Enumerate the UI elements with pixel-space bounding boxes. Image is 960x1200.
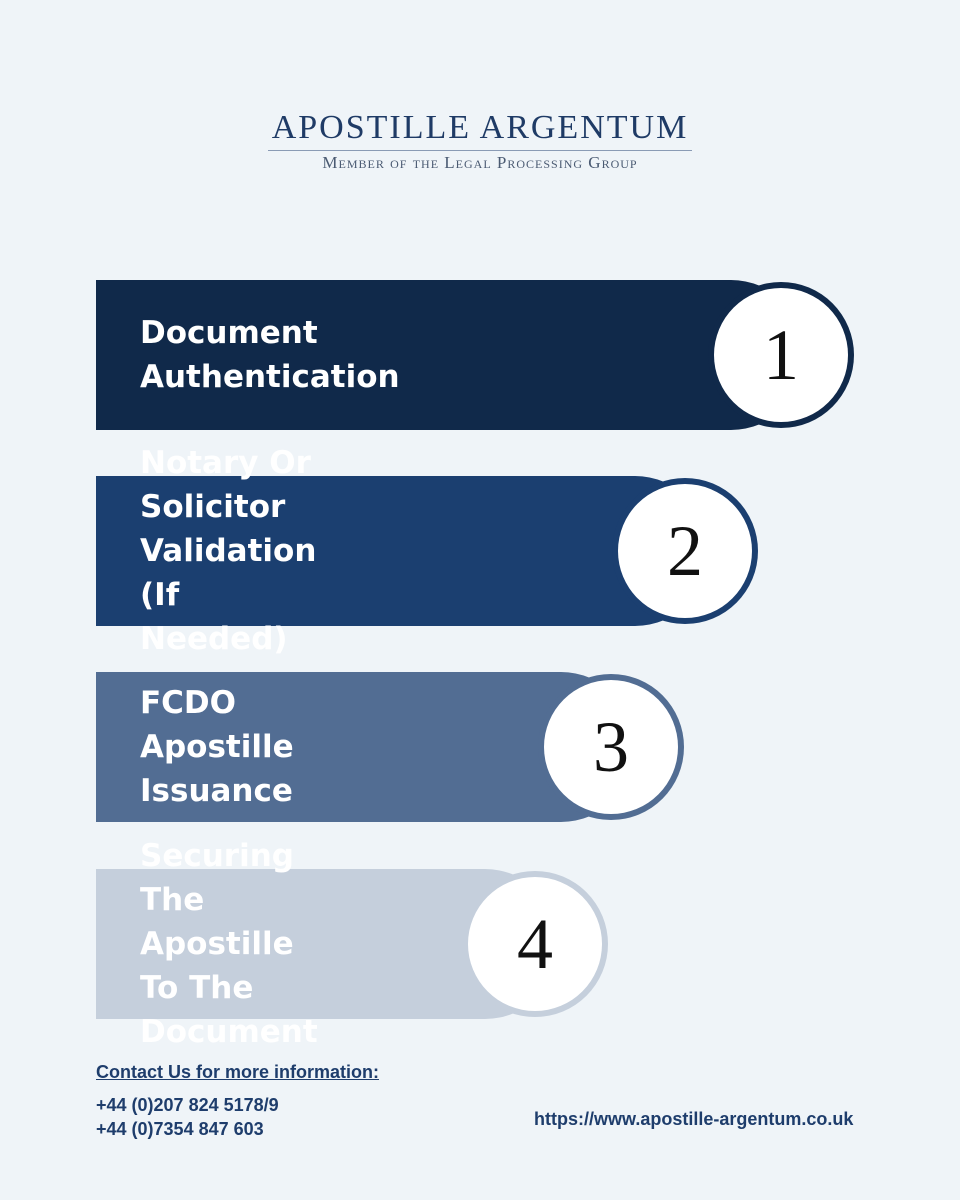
step-4-number: 4 [468, 877, 602, 1011]
step-3-number: 3 [544, 680, 678, 814]
contact-heading[interactable]: Contact Us for more information: [96, 1062, 380, 1082]
step-4-label: Securing The Apostille To The Document [140, 838, 318, 1050]
step-1-label: Document Authentication [140, 315, 400, 395]
brand-subtitle: Member of the Legal Processing Group [322, 153, 638, 172]
website-link[interactable]: https://www.apostille-argentum.co.uk [534, 1109, 854, 1129]
brand-title: APOSTILLE ARGENTUM [268, 108, 693, 151]
step-1-number: 1 [714, 288, 848, 422]
step-2-number: 2 [618, 484, 752, 618]
contact-block [96, 1062, 379, 1141]
brand-logo [0, 108, 960, 173]
step-3-label: FCDO Apostille Issuance [140, 685, 294, 809]
step-2-label: Notary Or Solicitor Validation (If Needed) [140, 445, 317, 657]
phone-number-2[interactable]: +44 (0)7354 847 603 [96, 1119, 264, 1139]
phone-number-1[interactable]: +44 (0)207 824 5178/9 [96, 1095, 279, 1115]
